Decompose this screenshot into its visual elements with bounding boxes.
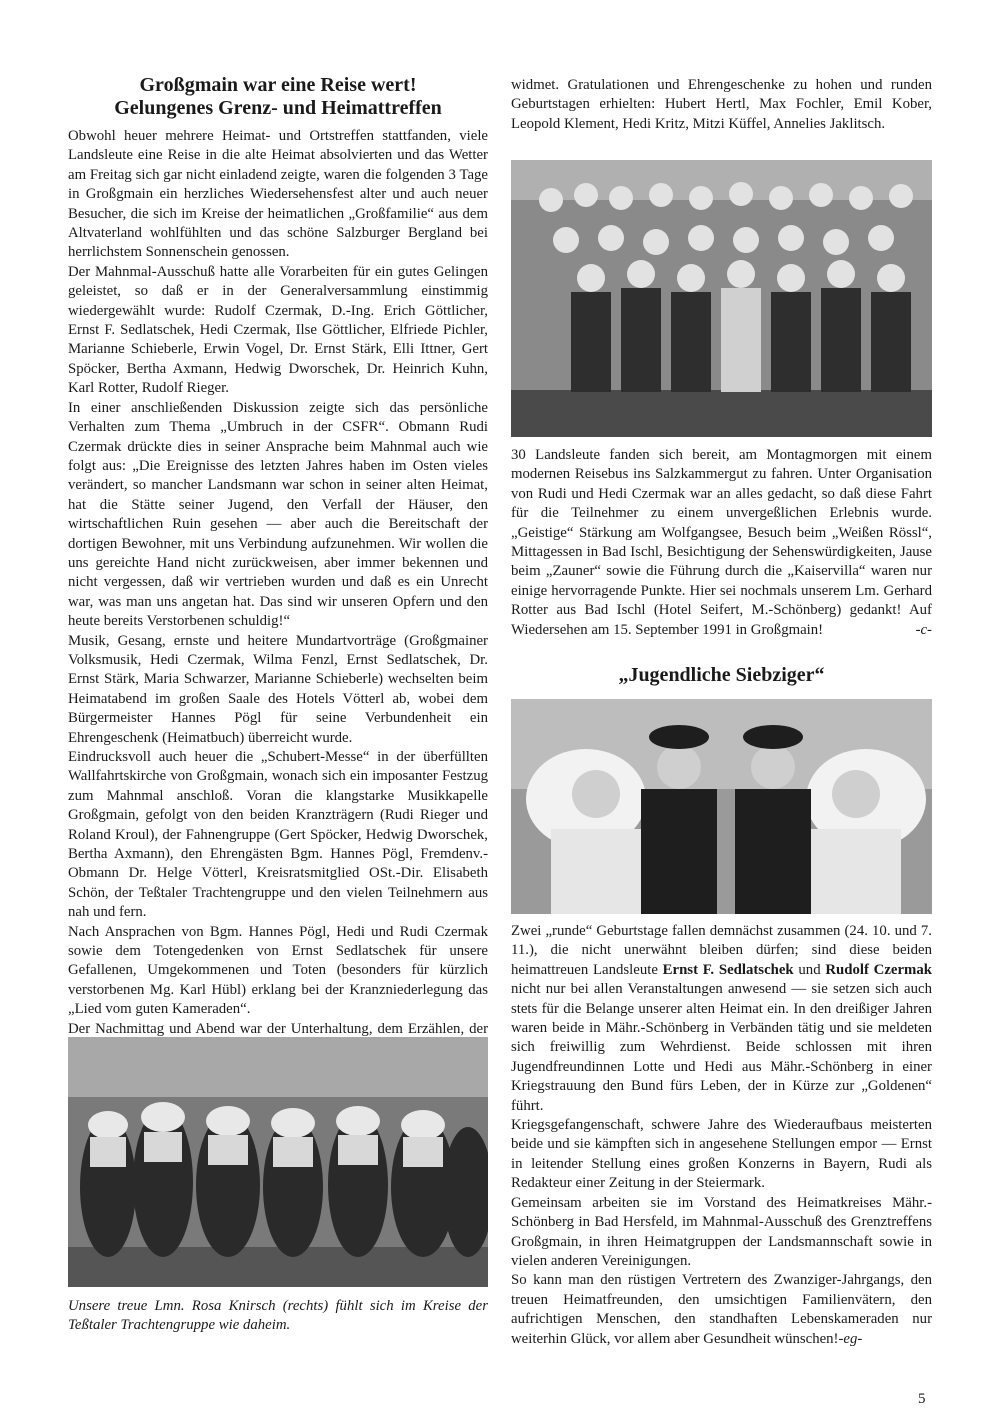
photo-siebziger: [511, 699, 932, 914]
article-title: [68, 74, 488, 120]
paragraph: widmet. Gratulationen und Ehrengeschenke zu hohen und runden Geburtstagen erhielten: Hubert Hertl, Max Fochler, Emil Kober, Leopold Klement, Hedi Kritz, Mitzi Küffel, Annelies Jaklitsch.: [511, 77, 932, 132]
paragraph: [511, 1271, 932, 1349]
photo-group-landsleute-image: [511, 160, 932, 437]
photo-trachtengruppe-caption: Unsere treue Lmn. Rosa Knirsch (rechts) fühlt sich im Kreise der Teßtaler Trachtengruppe wie daheim.: [68, 1298, 488, 1334]
article2-body: [511, 922, 932, 1349]
paragraph: [511, 922, 932, 1116]
photo-trachtengruppe: [68, 1037, 488, 1287]
person-name: Ernst F. Sedlatschek: [662, 961, 794, 978]
photo-group-landsleute-caption: [511, 446, 932, 640]
paragraph: Musik, Gesang, ernste und heitere Mundartvorträge (Großgmainer Volksmusik, Hedi Czermak, Wilma Fenzl, Ernst Sedlatschek, Dr. Ernst Stärk, Maria Schwarzer, Marianne Schieberle) wechselten beim Heimatabend im großen Saale des Hotels Vötterl ab, wobei dem Bürgermeister Hannes Pögl für seine Verbundenheit ein Ehrengeschenk (Heimatbuch) überreicht wurde.: [68, 632, 488, 746]
paragraph: Der Mahnmal-Ausschuß hatte alle Vorarbeiten für ein gutes Gelingen geleistet, so daß er in der Generalversammlung einstimmig wiedergewählt wurde: Rudolf Czermak, D.-Ing. Erich Göttlicher, Ernst F. Sedlatschek, Hedi Czermak, Ilse Göttlicher, Elfriede Pichler, Marianne Schieberle, Erwin Vogel, Dr. Ernst Stärk, Elli Ittner, Gert Spöcker, Bertha Axmann, Hedwig Dworschek, Dr. Heinrich Kuhn, Karl Rotter, Rudolf Rieger.: [68, 263, 488, 397]
article2-intro-before: Zwei „runde“ Geburtstage fallen demnächst zusammen (24. 10. und 7. 11.), die nicht unerwähnt bleiben dürfen; sind diese beiden heimattreuen Landsleute: [511, 923, 932, 978]
paragraph: Der Nachmittag und Abend war der Unterhaltung, dem Erzählen, der: [68, 1020, 488, 1037]
page-number: 5: [918, 1391, 926, 1407]
paragraph: Obwohl heuer mehrere Heimat- und Ortstreffen stattfanden, viele Landsleute eine Reise in die alte Heimat absolvierten und das Wetter am Freitag sich gar nicht einladend zeigte, waren die folgenden 3 Tage in Großgmain ein herzliches Wiedersehensfest alter und auch neuer Besucher, die sich im Kreise der heimatlichen „Großfamilie“ aus dem Altvaterland wohlfühlten und das schöne Salzburger Bergland bei herrlichstem Sonnenschein genossen.: [68, 128, 488, 261]
article2-intro-and: und: [793, 961, 826, 978]
article-title-line1: Großgmain war eine Reise wert!: [139, 74, 417, 96]
article-body-left: [68, 127, 488, 1059]
author-signature: -eg-: [838, 1330, 863, 1347]
photo-siebziger-image: [511, 699, 932, 914]
article-body-right-top: [511, 76, 932, 134]
paragraph: Gemeinsam arbeiten sie im Vorstand des Heimatkreises Mähr.-Schönberg in Bad Hersfeld, im Mahnmal-Ausschuß des Grenztreffens Großgmain, in ihren Heimatgruppen der Landsmannschaft sowie in vielen anderen Vereinigungen.: [511, 1194, 932, 1269]
article2-intro-after: nicht nur bei allen Veranstaltungen anwesend — sie setzen sich auch stets für die Belange unserer alten Heimat ein. In den dreißiger Jahren waren beide in Mähr.-Schönberg in Verbänden tätig und sie meldeten sich freiwillig zum Wehrdienst. Beide schlossen mit ihren Jugendfreundinnen Lotte und Hedi aus Mähr.-Schönberg in einer Kriegstrauung den Bund fürs Leben, der in Kürze zur „Goldenen“ führt.: [511, 981, 932, 1114]
photo-group-landsleute-caption-text: 30 Landsleute fanden sich bereit, am Montagmorgen mit einem modernen Reisebus ins Salzkammergut zu fahren. Unter Organisation von Rudi und Hedi Czermak war an alles gedacht, so daß diese Fahrt für die Teilnehmer zu einem unvergeßlichen Erlebnis wurde. „Geistige“ Stärkung am Wolfgangsee, Besuch beim „Weißen Rössl“, Mittagessen in Bad Ischl, Besichtigung der Sehenswürdigkeiten, Jause beim „Zauner“ sowie die Führung durch die „Kaiservilla“ waren nur einige hervorragende Punkte. Hier sei nochmals unserem Lm. Gerhard Rotter aus Bad Ischl (Hotel Seifert, M.-Schönberg) gedankt! Auf Wiedersehen am 15. September 1991 in Großgmain!: [511, 447, 932, 638]
photo-group-landsleute: [511, 160, 932, 437]
paragraph: Nach Ansprachen von Bgm. Hannes Pögl, Hedi und Rudi Czermak sowie dem Totengedenken von Ernst Sedlatschek für unsere Gefallenen, Umgekommenen und Toten (besonders für kürzlich verstorbenen Mg. Karl Hübl) erklang bei der Kranzniederlegung das „Lied vom guten Kameraden“.: [68, 923, 488, 1018]
paragraph: Eindrucksvoll auch heuer die „Schubert-Messe“ in der überfüllten Wallfahrtskirche von Großgmain, wonach sich ein imposanter Festzug zum Mahnmal anschloß. Voran die klangstarke Musikkapelle Großgmain, gefolgt von den beiden Kranzträgern (Rudi Rieger und Roland Kroul), der Fahnengruppe (Gert Spöcker, Hedwig Dworschek, Bertha Axmann), den Ehrengästen Bgm. Hannes Pögl, Fremdenv.-Obmann Dr. Helge Vötterl, Kreisratsmitglied OSt.-Dir. Elisabeth Schön, der Teßtaler Trachtengruppe und den vielen Teilnehmern aus nah und fern.: [68, 749, 488, 921]
person-name: Rudolf Czermak: [825, 961, 933, 978]
photo-trachtengruppe-image: [68, 1037, 488, 1287]
paragraph: Kriegsgefangenschaft, schwere Jahre des Wiederaufbaus meisterten beide und sie kämpften sich in angesehene Stellungen empor — Ernst in leitender Stellung eines großen Konzerns in Bayern, Rudi als Redakteur einer Zeitung in der Steiermark.: [511, 1117, 932, 1192]
article-title-line2: Gelungenes Grenz- und Heimattreffen: [114, 97, 442, 119]
article2-closing: So kann man den rüstigen Vertretern des Zwanziger-Jahrgangs, den treuen Heimatfreunden, den umsichtigen Familienvätern, den aufrichtigen Menschen, den standhaften Lebenskameraden nur weiterhin Glück, vor allem aber Gesundheit wünschen!: [511, 1272, 932, 1347]
article2-title: „Jugendliche Siebziger“: [618, 664, 825, 686]
author-signature: -c-: [915, 621, 932, 638]
paragraph: In einer anschließenden Diskussion zeigte sich das persönliche Verhalten zum Thema „Umbruch in der CSFR“. Obmann Rudi Czermak drückte dies in seiner Ansprache beim Mahnmal auch wie folgt aus: „Die Ereignisse des letzten Jahres haben im Osten vieles verändert, so mancher Landsmann war schon in seiner alten Heimat, hat die Stätte seiner Jugend, den Verfall der Häuser, den wirtschaftlichen Ruin gesehen — aber auch die Bereitschaft der dortigen Bewohner, mit uns Verbindung aufzunehmen. Wir wollen die uns gereichte Hand nicht zurückweisen, aber immer bekennen und nicht vergessen, daß wir vertrieben wurden und daß es ein Unrecht war, was man uns angetan hat. Das sind wir unseren Opfern und den heute bereits Verstorbenen schuldig!“: [68, 399, 488, 630]
